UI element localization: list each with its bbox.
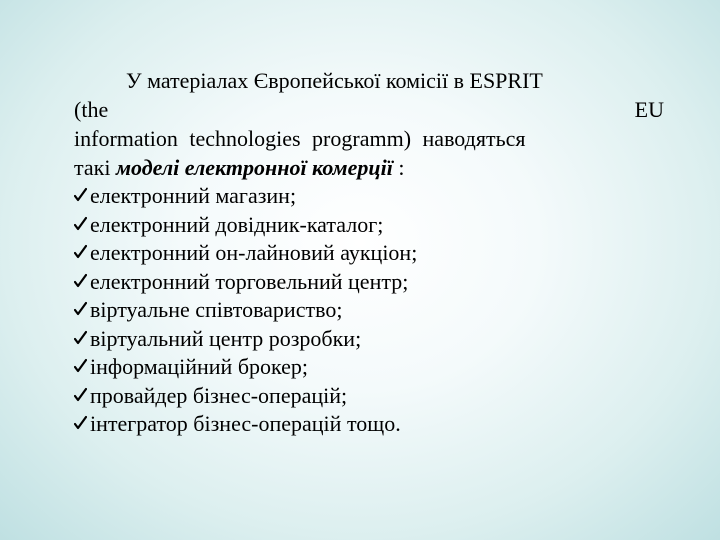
model-list bbox=[74, 182, 664, 439]
checkmark-icon bbox=[74, 385, 86, 403]
list-item: віртуальне співтовариство; bbox=[74, 296, 664, 325]
checkmark-icon bbox=[74, 356, 86, 374]
intro-line-4: такі моделі електронної комерції : bbox=[74, 155, 405, 180]
list-item: електронний довідник-каталог; bbox=[74, 211, 664, 240]
checkmark-icon bbox=[74, 271, 86, 289]
intro-line-1: У матеріалах Європейської комісії в ESPRIT bbox=[126, 68, 543, 93]
slide-content bbox=[74, 66, 664, 439]
emphasized-term: моделі електронної комерції bbox=[115, 155, 393, 180]
checkmark-icon bbox=[74, 299, 86, 317]
list-item: електронний он-лайновий аукціон; bbox=[74, 239, 664, 268]
list-item: провайдер бізнес-операцій; bbox=[74, 382, 664, 411]
intro-line-2: (the EU bbox=[74, 97, 664, 122]
list-item: інтегратор бізнес-операцій тощо. bbox=[74, 410, 664, 439]
checkmark-icon bbox=[74, 242, 86, 260]
list-item: віртуальний центр розробки; bbox=[74, 325, 664, 354]
checkmark-icon bbox=[74, 214, 86, 232]
intro-line-3: information technologies programm) наводяться bbox=[74, 126, 526, 151]
list-item: електронний торговельний центр; bbox=[74, 268, 664, 297]
list-item: інформаційний брокер; bbox=[74, 353, 664, 382]
intro-paragraph bbox=[74, 66, 664, 182]
checkmark-icon bbox=[74, 185, 86, 203]
checkmark-icon bbox=[74, 328, 86, 346]
checkmark-icon bbox=[74, 413, 86, 431]
list-item: електронний магазин; bbox=[74, 182, 664, 211]
